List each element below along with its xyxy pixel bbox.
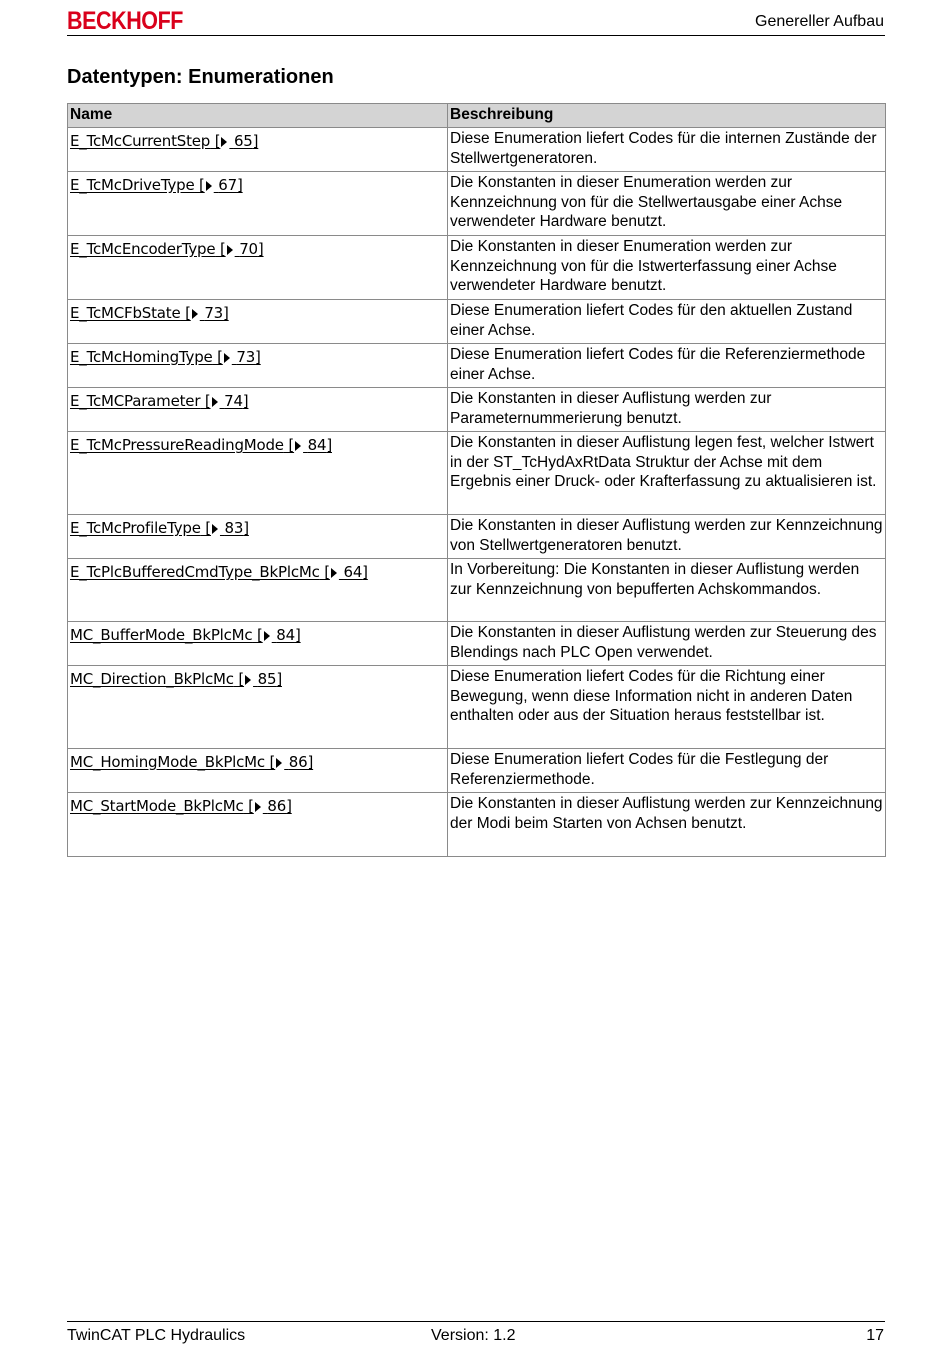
table-row — [68, 172, 886, 236]
page-ref-close-bracket: ] — [294, 626, 301, 644]
page-ref-close-bracket: ] — [286, 797, 292, 815]
footer-page-number: 17 — [866, 1327, 884, 1344]
arrow-right-icon — [227, 245, 233, 255]
table-row — [68, 432, 886, 515]
enum-link[interactable] — [70, 240, 264, 258]
page-ref-open-bracket: [ — [243, 797, 254, 815]
page-reference: 84 — [307, 436, 327, 454]
page-ref-open-bracket: [ — [264, 753, 276, 771]
section-title: Genereller Aufbau — [755, 13, 884, 30]
page-ref-close-bracket: ] — [307, 753, 314, 771]
page-reference: 74 — [224, 392, 243, 410]
enum-name: E_TcMcProfileType — [70, 519, 201, 537]
enum-name-cell — [68, 515, 448, 559]
enum-name: E_TcMcEncoderType — [70, 240, 216, 258]
table-header-row — [68, 104, 886, 128]
enum-description: Die Konstanten in dieser Enumeration werden zur Kennzeichnung von für die Istwerterfassung einer Achse verwendeter Hardware benutzt. — [448, 236, 886, 300]
page-ref-open-bracket: [ — [210, 132, 221, 150]
table-row — [68, 749, 886, 793]
arrow-right-icon — [255, 802, 261, 812]
enum-link[interactable] — [70, 753, 313, 771]
enum-link[interactable] — [70, 563, 368, 581]
page-reference: 73 — [204, 304, 224, 322]
enum-name: E_TcMCFbState — [70, 304, 181, 322]
page-ref-close-bracket: ] — [362, 563, 368, 581]
enum-name: E_TcMcHomingType — [70, 348, 213, 366]
enum-name: E_TcPlcBufferedCmdType_BkPlcMc — [70, 563, 320, 581]
arrow-right-icon — [264, 631, 270, 641]
enum-name: E_TcMcPressureReadingMode — [70, 436, 284, 454]
page-ref-close-bracket: ] — [242, 392, 249, 410]
page-reference: 83 — [224, 519, 244, 537]
enum-name-cell — [68, 388, 448, 432]
page-ref-open-bracket: [ — [283, 436, 295, 454]
enum-name-cell — [68, 172, 448, 236]
page-reference: 84 — [276, 626, 295, 644]
enum-name: MC_StartMode_BkPlcMc — [70, 797, 244, 815]
page-ref-close-bracket: ] — [276, 670, 282, 688]
footer-version: Version: 1.2 — [431, 1327, 516, 1344]
arrow-right-icon — [212, 397, 218, 407]
enum-name-cell — [68, 432, 448, 515]
enum-description: Diese Enumeration liefert Codes für die Richtung einer Bewegung, wenn diese Information nicht in anderen Daten enthalten oder aus der Situation heraus feststellbar ist. — [448, 666, 886, 749]
page-ref-close-bracket: ] — [257, 240, 264, 258]
arrow-right-icon — [276, 758, 282, 768]
page-reference: 64 — [343, 563, 363, 581]
enum-name-cell — [68, 236, 448, 300]
page-ref-open-bracket: [ — [212, 348, 223, 366]
enum-name-cell — [68, 793, 448, 857]
page-ref-open-bracket: [ — [180, 304, 191, 322]
enum-name: MC_BufferMode_BkPlcMc — [70, 626, 253, 644]
enum-name-cell — [68, 128, 448, 172]
enum-link[interactable] — [70, 348, 261, 366]
column-header-name: Name — [68, 104, 448, 128]
enum-name: E_TcMCParameter — [70, 392, 201, 410]
arrow-right-icon — [221, 137, 227, 147]
page-reference: 70 — [239, 240, 258, 258]
enum-description: Diese Enumeration liefert Codes für den aktuellen Zustand einer Achse. — [448, 300, 886, 344]
enum-link[interactable] — [70, 797, 292, 815]
page-ref-close-bracket: ] — [223, 304, 229, 322]
arrow-right-icon — [245, 675, 251, 685]
arrow-right-icon — [331, 568, 337, 578]
arrow-right-icon — [295, 441, 301, 451]
table-row — [68, 300, 886, 344]
page-ref-close-bracket: ] — [243, 519, 249, 537]
enum-name-cell — [68, 666, 448, 749]
enum-link[interactable] — [70, 519, 249, 537]
enum-name-cell — [68, 300, 448, 344]
enum-link[interactable] — [70, 132, 258, 150]
enum-link[interactable] — [70, 304, 229, 322]
beckhoff-logo: BECKHOFF — [67, 7, 184, 35]
page-ref-close-bracket: ] — [255, 348, 261, 366]
arrow-right-icon — [206, 181, 212, 191]
table-row — [68, 622, 886, 666]
enumerations-table — [67, 103, 886, 857]
table-row — [68, 128, 886, 172]
table-row — [68, 793, 886, 857]
column-header-description: Beschreibung — [448, 104, 886, 128]
enum-name: MC_HomingMode_BkPlcMc — [70, 753, 265, 771]
enum-link[interactable] — [70, 436, 332, 454]
page-ref-open-bracket: [ — [319, 563, 330, 581]
enum-description: Die Konstanten in dieser Auflistung legen fest, welcher Istwert in der ST_TcHydAxRtData Struktur der Achse mit dem Ergebnis einer Druck- oder Krafterfassung zu aktualisieren ist. — [448, 432, 886, 515]
table-row — [68, 515, 886, 559]
page-reference: 86 — [267, 797, 287, 815]
page-reference: 86 — [288, 753, 308, 771]
page-ref-close-bracket: ] — [236, 176, 243, 194]
enum-description: Die Konstanten in dieser Auflistung werden zur Steuerung des Blendings nach PLC Open verwendet. — [448, 622, 886, 666]
header-divider — [67, 35, 885, 36]
table-row — [68, 344, 886, 388]
page-reference: 67 — [218, 176, 237, 194]
page-ref-close-bracket: ] — [252, 132, 259, 150]
enum-name: E_TcMcDriveType — [70, 176, 195, 194]
table-row — [68, 666, 886, 749]
enum-name-cell — [68, 622, 448, 666]
page-reference: 73 — [236, 348, 256, 366]
enum-description: Die Konstanten in dieser Auflistung werden zur Kennzeichnung von Stellwertgeneratoren benutzt. — [448, 515, 886, 559]
enum-name: MC_Direction_BkPlcMc — [70, 670, 234, 688]
enum-name: E_TcMcCurrentStep — [70, 132, 211, 150]
table-row — [68, 388, 886, 432]
enum-description: Die Konstanten in dieser Enumeration werden zur Kennzeichnung von für die Stellwertausgabe einer Achse verwendeter Hardware benutzt. — [448, 172, 886, 236]
enum-link[interactable] — [70, 176, 243, 194]
table-row — [68, 236, 886, 300]
footer-divider — [67, 1321, 885, 1322]
arrow-right-icon — [212, 524, 218, 534]
page-ref-open-bracket: [ — [200, 519, 211, 537]
table-body — [68, 128, 886, 857]
footer-product: TwinCAT PLC Hydraulics — [67, 1327, 246, 1344]
page-reference: 65 — [233, 132, 253, 150]
table-row — [68, 559, 886, 622]
arrow-right-icon — [224, 353, 230, 363]
arrow-right-icon — [192, 309, 198, 319]
page-heading: Datentypen: Enumerationen — [67, 66, 334, 88]
enum-name-cell — [68, 344, 448, 388]
page-ref-close-bracket: ] — [326, 436, 332, 454]
enum-description: Diese Enumeration liefert Codes für die Referenziermethode einer Achse. — [448, 344, 886, 388]
page-ref-open-bracket: [ — [194, 176, 205, 194]
enum-link[interactable] — [70, 670, 282, 688]
page-ref-open-bracket: [ — [252, 626, 263, 644]
enum-name-cell — [68, 749, 448, 793]
enum-link[interactable] — [70, 392, 248, 410]
enum-name-cell — [68, 559, 448, 622]
enum-description: In Vorbereitung: Die Konstanten in dieser Auflistung werden zur Kennzeichnung von bepufferten Achskommandos. — [448, 559, 886, 622]
enum-description: Diese Enumeration liefert Codes für die internen Zustände der Stellwertgeneratoren. — [448, 128, 886, 172]
enum-description: Die Konstanten in dieser Auflistung werden zur Kennzeichnung der Modi beim Starten von Achsen benutzt. — [448, 793, 886, 857]
page-reference: 85 — [257, 670, 277, 688]
page-ref-open-bracket: [ — [233, 670, 245, 688]
enum-description: Die Konstanten in dieser Auflistung werden zur Parameternummerierung benutzt. — [448, 388, 886, 432]
page-ref-open-bracket: [ — [215, 240, 226, 258]
page-ref-open-bracket: [ — [200, 392, 211, 410]
enum-description: Diese Enumeration liefert Codes für die Festlegung der Referenziermethode. — [448, 749, 886, 793]
enum-link[interactable] — [70, 626, 301, 644]
